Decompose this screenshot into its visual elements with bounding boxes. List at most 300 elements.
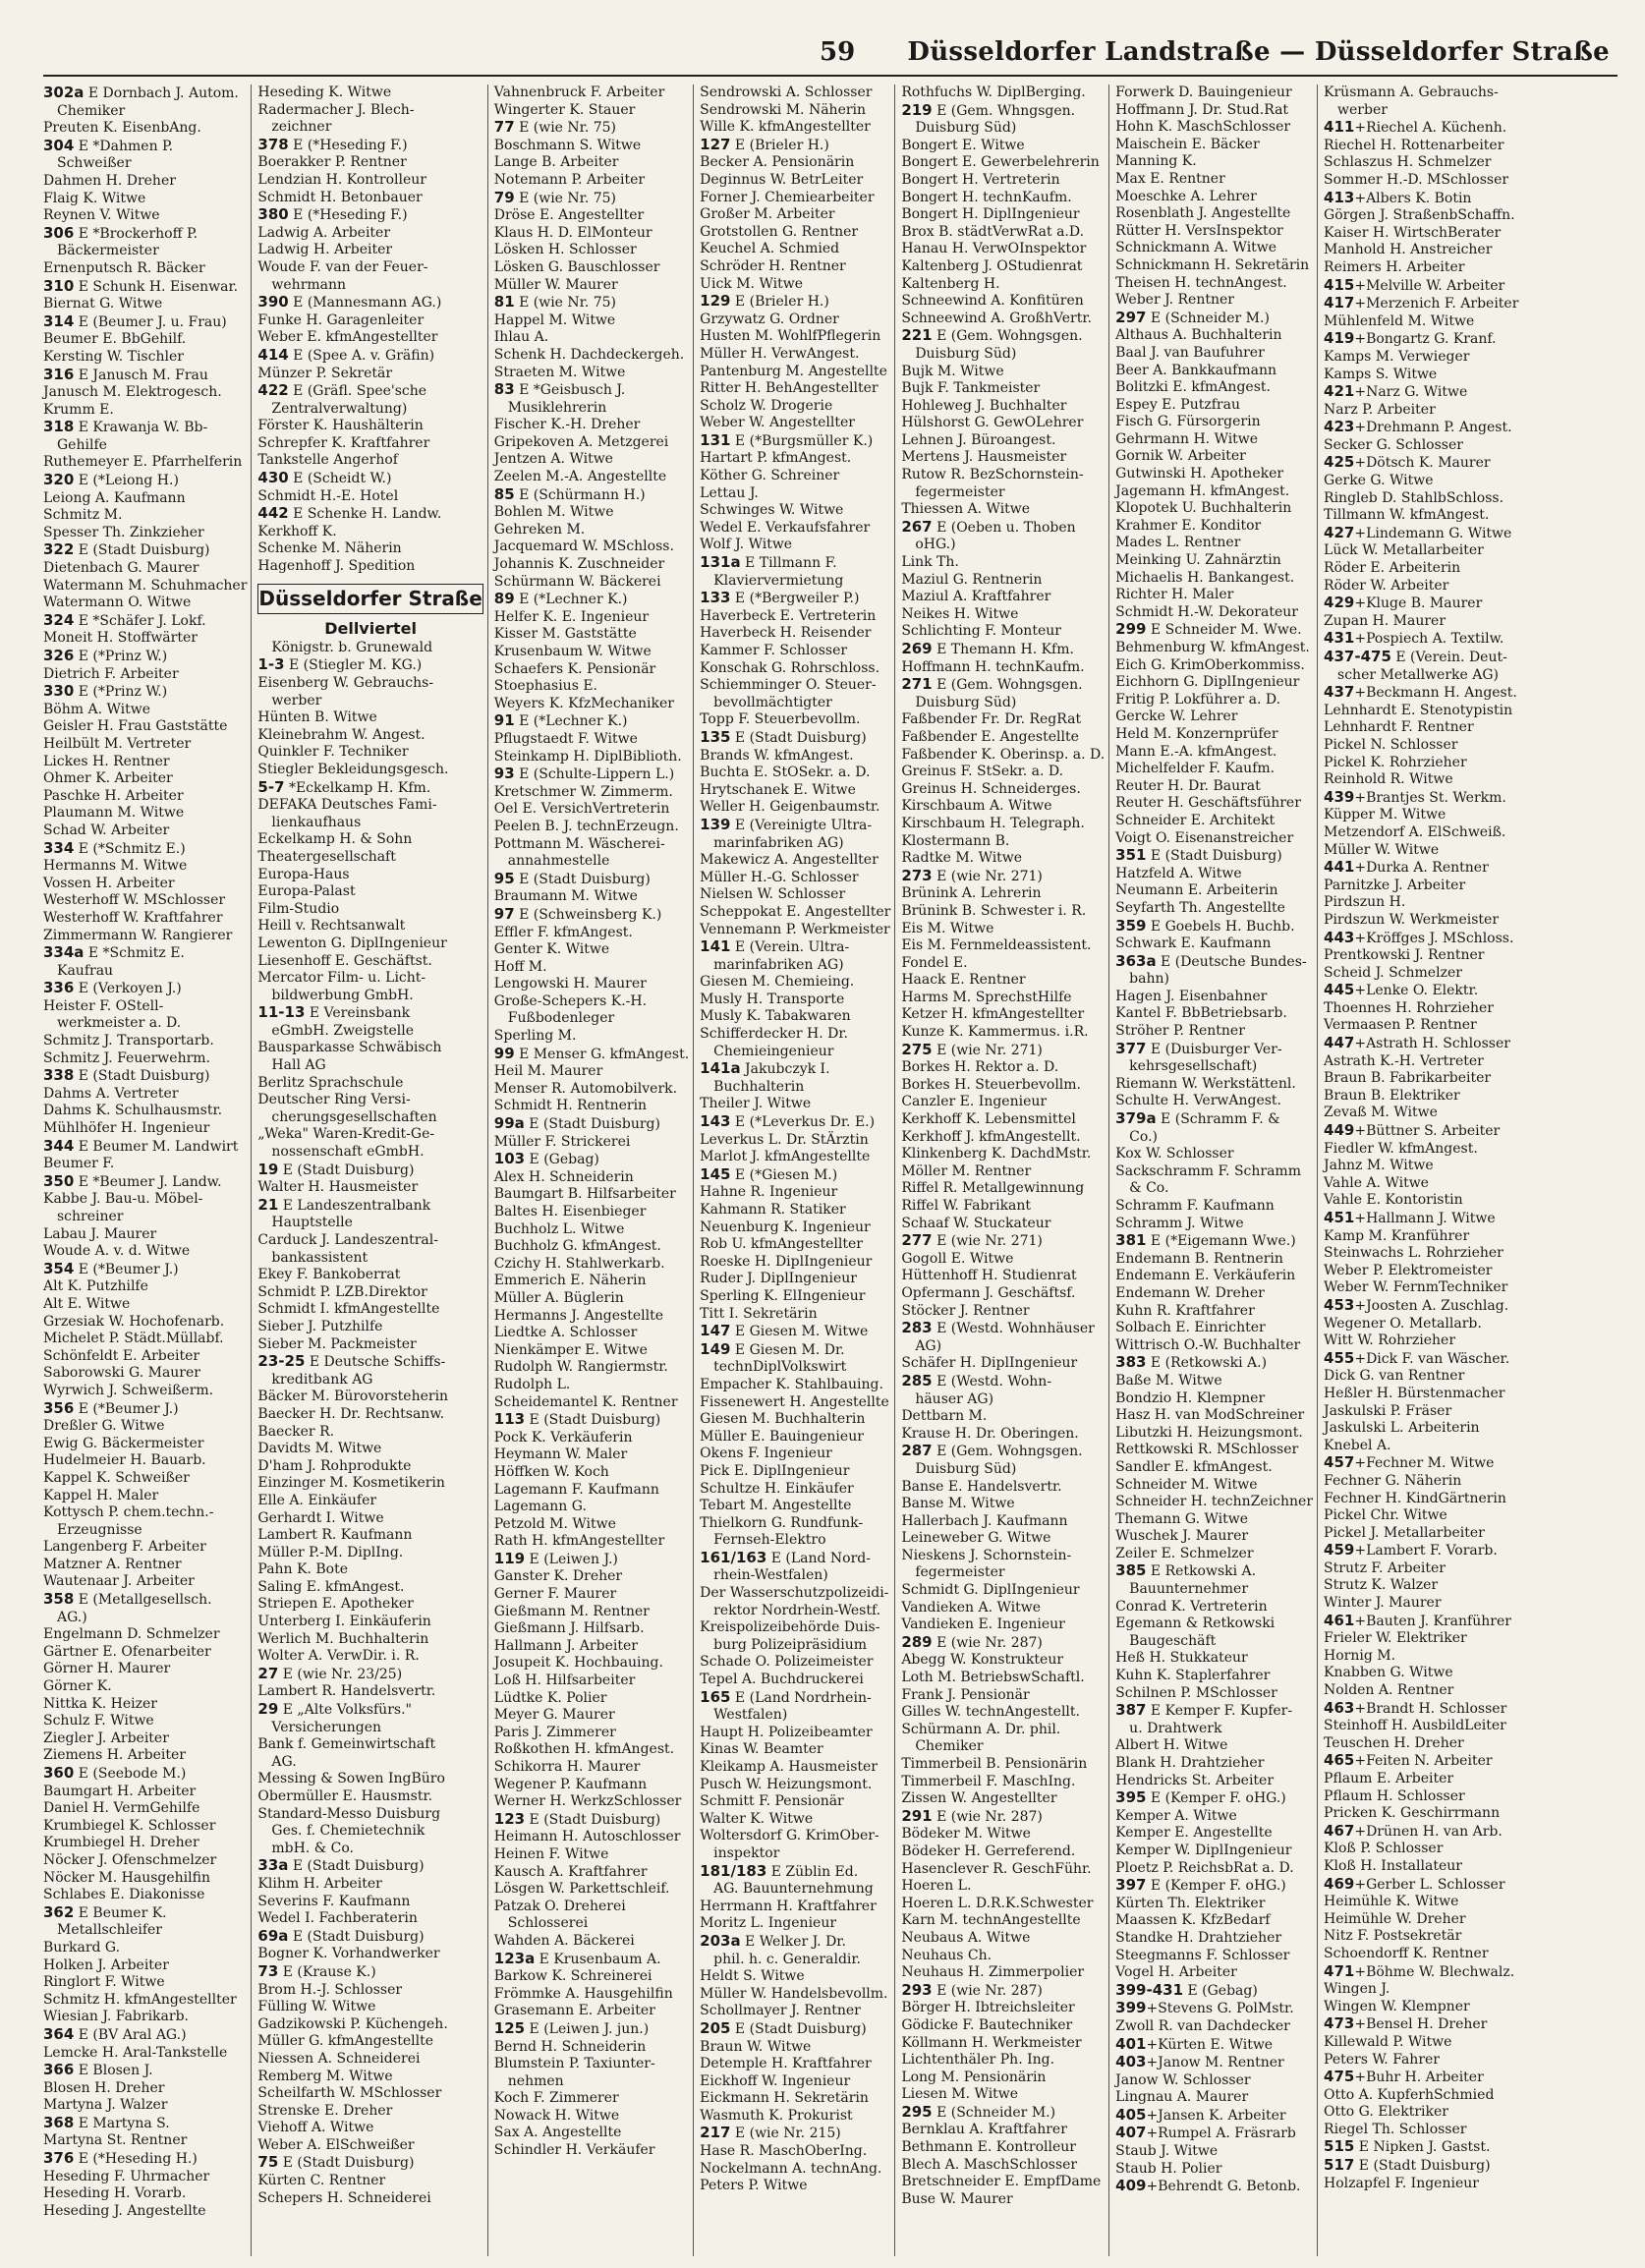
entry-text: +Hallmann J. Witwe: [1354, 1211, 1496, 1226]
entry-text: E (*Lechner K.): [514, 713, 628, 730]
directory-entry: [1115, 936, 1313, 953]
directory-entry: [494, 888, 689, 906]
directory-entry: [494, 784, 689, 802]
entry-text: Der Wasserschutzpolizeidi-: [700, 1585, 889, 1602]
entry-text: Vahnenbruck F. Arbeiter: [493, 85, 665, 100]
entry-text: Forwerk D. Bauingenieur: [1115, 85, 1292, 100]
entry-text: Görner K.: [43, 1678, 112, 1695]
running-head: Düsseldorfer Landstraße — Düsseldorfer Straße: [907, 37, 1610, 67]
entry-text: Standke H. Drahtzieher: [1115, 1929, 1282, 1946]
entry-text: Dröse E. Angestellter: [493, 207, 645, 224]
entry-text: Moeschke A. Lehrer: [1115, 188, 1257, 204]
house-number: 427: [1324, 523, 1355, 541]
house-number: 475: [1324, 2068, 1355, 2086]
entry-text: D'ham J. Rohprodukte: [257, 1457, 412, 1474]
entry-text: Blank H. Drahtzieher: [1115, 1755, 1265, 1771]
directory-entry: [700, 1429, 890, 1446]
directory-entry: [700, 2143, 890, 2161]
directory-entry: [43, 1470, 247, 1488]
directory-entry: [700, 415, 890, 432]
entry-text: E (Stiegler M. KG.): [284, 657, 423, 674]
directory-entry: [901, 2070, 1105, 2087]
entry-text: Metallschleifer: [57, 1922, 162, 1939]
entry-text: annahmestelle: [507, 853, 610, 870]
directory-entry: [494, 434, 689, 452]
entry-text: Hohleweg J. Buchhalter: [901, 397, 1067, 414]
directory-entry: [43, 1050, 247, 1068]
entry-text: +Feiten N. Arbeiter: [1354, 1753, 1493, 1770]
entry-text: Lengowski H. Maurer: [493, 976, 647, 992]
directory-entry: [43, 648, 247, 666]
entry-text: Einzinger M. Kosmetikerin: [257, 1475, 445, 1492]
page-header: [43, 35, 1617, 77]
directory-entry: [1324, 1771, 1518, 1788]
entry-text: Heseding F. Uhrmacher: [43, 2168, 210, 2184]
entry-text: Deginnus W. BetrLeiter: [700, 171, 864, 188]
house-number: 442: [257, 504, 289, 523]
directory-entry: [1324, 1297, 1518, 1316]
house-number: 277: [901, 1231, 933, 1250]
directory-entry: [257, 918, 482, 936]
directory-entry: [1324, 437, 1518, 455]
entry-text: inspektor: [713, 1844, 780, 1861]
entry-text: Watermann M. Schuhmacher: [43, 577, 248, 594]
entry-text: Opfermann J. Geschäftsf.: [901, 1284, 1076, 1301]
directory-entry: [494, 1881, 689, 1899]
entry-text: E (wie Nr. 287): [932, 1982, 1043, 1999]
directory-entry: [494, 819, 689, 836]
directory-entry: [1115, 1373, 1313, 1390]
entry-text: +Lindemann G. Witwe: [1354, 525, 1512, 541]
directory-entry: [494, 1063, 689, 1081]
entry-text: +Lambert F. Vorarb.: [1354, 1543, 1498, 1559]
directory-entry: [901, 816, 1105, 833]
house-number: 131a: [700, 553, 741, 572]
entry-text: Schenke M. Näherin: [257, 540, 402, 557]
directory-entry: [901, 85, 1105, 102]
directory-entry: [1115, 1964, 1313, 1982]
directory-entry: [43, 2169, 247, 2186]
entry-text: Weyers K. KfzMechaniker: [493, 695, 674, 711]
entry-text: Krüsmann A. Gebrauchs-: [1324, 85, 1499, 100]
directory-entry: [43, 1887, 247, 1904]
entry-text: Krusenbaum W. Witwe: [493, 644, 652, 659]
directory-entry: [1324, 859, 1518, 878]
directory-entry: [700, 904, 890, 922]
directory-entry: [1324, 595, 1518, 613]
directory-entry: [1324, 138, 1518, 155]
entry-text: Manning K.: [1115, 153, 1197, 170]
house-number: 5-7: [257, 777, 285, 796]
entry-text: E (Stadt Duisburg): [278, 1162, 415, 1178]
entry-text: & Co.: [1129, 1180, 1169, 1197]
entry-text: Theatergesellschaft: [257, 848, 396, 865]
entry-text: E (Stadt Duisburg): [1354, 2158, 1491, 2175]
directory-entry: [700, 974, 890, 992]
directory-entry: [700, 346, 890, 364]
house-number: 95: [493, 869, 515, 887]
entry-text: Althaus A. Buchhalterin: [1115, 327, 1282, 344]
entry-text: Bretschneider E. EmpfDame: [901, 2174, 1102, 2190]
directory-entry: [700, 380, 890, 398]
directory-entry: [257, 1894, 482, 1911]
entry-text: E (wie Nr. 23/25): [278, 1666, 403, 1682]
entry-text: Wahden A. Bäckerei: [493, 1932, 635, 1949]
entry-text: Schmidt G. DiplIngenieur: [901, 1582, 1080, 1599]
directory-entry: [494, 1690, 689, 1708]
directory-entry: [1115, 621, 1313, 640]
directory-entry: [494, 749, 689, 766]
house-number: 269: [901, 640, 933, 657]
directory-entry: [1324, 1088, 1518, 1106]
entry-text: Vogel H. Arbeiter: [1115, 1964, 1237, 1981]
directory-entry: [700, 1377, 890, 1394]
directory-entry: [257, 1754, 482, 1772]
directory-entry: [257, 1946, 482, 1963]
directory-entry: [901, 1738, 1105, 1756]
directory-entry: [494, 172, 689, 190]
directory-entry: [700, 1567, 890, 1585]
directory-entry: [1324, 1542, 1518, 1560]
entry-text: Woude F. van der Feuer-: [257, 258, 428, 275]
entry-text: Hagenhoff J. Spedition: [257, 558, 416, 575]
entry-text: Ziegler J. Arbeiter: [43, 1729, 169, 1746]
house-number: 334a: [43, 943, 85, 962]
entry-text: Metzendorf A. ElSchweiß.: [1324, 823, 1506, 840]
entry-text: Funke H. Garagenleiter: [257, 312, 425, 328]
directory-entry: [257, 953, 482, 971]
directory-entry: [700, 1899, 890, 1916]
directory-entry: [1115, 448, 1313, 466]
entry-text: Gerhardt I. Witwe: [257, 1509, 384, 1526]
entry-text: Schäfer H. DiplIngenieur: [901, 1355, 1078, 1372]
directory-entry: [43, 718, 247, 736]
entry-text: Notemann P. Arbeiter: [493, 171, 646, 188]
directory-entry: [1115, 1337, 1313, 1355]
entry-text: Labau J. Maurer: [43, 1225, 157, 1242]
entry-text: +Bensel H. Dreher: [1354, 2016, 1488, 2033]
directory-entry: [43, 1138, 247, 1157]
entry-text: Baumgart H. Arbeiter: [43, 1783, 197, 1799]
entry-text: eGmbH. Zweigstelle: [271, 1022, 414, 1039]
entry-text: Loß H. Hilfsarbeiter: [493, 1673, 636, 1689]
entry-text: E (wie Nr. 271): [932, 1233, 1043, 1250]
directory-entry: [1115, 1896, 1313, 1913]
entry-text: Kleikamp A. Hausmeister: [700, 1759, 878, 1775]
entry-text: werber: [271, 692, 322, 709]
directory-entry: [1115, 1459, 1313, 1477]
directory-entry: [1115, 1110, 1313, 1129]
entry-text: Gießmann M. Rentner: [493, 1603, 650, 1619]
directory-entry: [1324, 1805, 1518, 1823]
entry-text: Wedel E. Verkaufsfahrer: [700, 519, 871, 536]
entry-text: Krumm E.: [43, 401, 114, 418]
entry-text: Buchholz L. Witwe: [493, 1220, 625, 1237]
entry-text: E (*Burgsmüller K.): [730, 432, 874, 449]
entry-text: Gerner F. Maurer: [493, 1586, 617, 1603]
directory-entry: [494, 2142, 689, 2160]
directory-entry: [43, 1818, 247, 1836]
entry-text: Hermanns J. Angestellte: [493, 1307, 664, 1324]
entry-text: Schönfeldt E. Arbeiter: [43, 1347, 200, 1364]
directory-entry: [494, 906, 689, 925]
entry-text: Ringleb D. StahlbSchloss.: [1324, 489, 1504, 506]
entry-text: Flaig K. Witwe: [43, 190, 146, 206]
directory-entry: [43, 260, 247, 278]
directory-entry: [257, 1004, 482, 1023]
entry-text: Vahle A. Witwe: [1324, 1174, 1429, 1191]
entry-text: Titt I. Sekretärin: [700, 1305, 818, 1322]
entry-text: Fisch G. Fürsorgerin: [1115, 414, 1261, 430]
directory-entry: [43, 507, 247, 525]
directory-entry: [1115, 223, 1313, 241]
entry-text: Rudolph W. Rangiermstr.: [493, 1359, 668, 1376]
directory-entry: [700, 1288, 890, 1306]
entry-text: Bausparkasse Schwäbisch: [257, 1040, 442, 1056]
directory-entry: [494, 2056, 689, 2073]
entry-text: Bondzio H. Klempner: [1115, 1389, 1266, 1406]
entry-text: Müller W. Witwe: [1324, 841, 1440, 858]
entry-text: Tepel A. Buchdruckerei: [700, 1672, 864, 1688]
entry-text: Kürten Th. Elektriker: [1115, 1895, 1266, 1911]
entry-text: Scheidemantel K. Rentner: [493, 1393, 678, 1410]
directory-entry: [1324, 1876, 1518, 1895]
entry-text: Schmitz J. Transportarb.: [43, 1033, 214, 1049]
directory-entry: [700, 1603, 890, 1620]
directory-entry: [901, 519, 1105, 538]
directory-entry: [1324, 1245, 1518, 1263]
entry-text: Detemple H. Kraftfahrer: [700, 2056, 872, 2072]
directory-entry: [257, 277, 482, 295]
directory-entry: [43, 1067, 247, 1086]
entry-text: Nitz F. Postsekretär: [1324, 1928, 1462, 1945]
entry-text: Gehrmann H. Witwe: [1115, 430, 1259, 447]
directory-entry: [257, 693, 482, 710]
entry-text: Geisler H. Frau Gaststätte: [43, 718, 228, 735]
directory-entry: [257, 1250, 482, 1268]
entry-text: E Tillmann F.: [740, 555, 837, 572]
directory-entry: [257, 524, 482, 541]
entry-text: Pflugstaedt F. Witwe: [493, 730, 638, 747]
entry-text: E Schunk H. Eisenwar.: [74, 278, 239, 295]
directory-entry: [1115, 1633, 1313, 1651]
directory-entry: [43, 630, 247, 648]
house-number: 473: [1324, 2014, 1355, 2033]
directory-entry: [257, 831, 482, 849]
entry-text: Weller H. Geigenbaumstr.: [700, 799, 880, 816]
entry-text: +Albers K. Botin: [1354, 190, 1472, 206]
entry-text: +Astrath H. Schlosser: [1354, 1036, 1510, 1052]
entry-text: häuser AG): [915, 1390, 994, 1407]
entry-text: Albert H. Witwe: [1115, 1737, 1228, 1754]
directory-entry: [1115, 1685, 1313, 1703]
entry-text: Schneewind A. Konfitüren: [901, 293, 1084, 310]
entry-text: E Dornbach J. Autom.: [84, 85, 239, 101]
directory-entry: [257, 1092, 482, 1109]
directory-entry: [43, 2203, 247, 2221]
directory-entry: [494, 1098, 689, 1115]
directory-entry: [700, 1306, 890, 1324]
entry-text: E Beumer M. Landwirt: [74, 1138, 239, 1155]
directory-entry: [901, 781, 1105, 799]
directory-entry: [1115, 570, 1313, 588]
entry-text: +Janow M. Rentner: [1146, 2055, 1284, 2071]
directory-entry: [901, 1582, 1105, 1600]
directory-entry: [1115, 1425, 1313, 1443]
entry-text: Co.): [1129, 1128, 1158, 1145]
directory-entry: [257, 1857, 482, 1876]
entry-text: Faßbender Fr. Dr. RegRat: [901, 711, 1082, 728]
directory-entry: [1115, 275, 1313, 293]
entry-text: Heimühle K. Witwe: [1324, 1894, 1459, 1910]
directory-entry: [1324, 2069, 1518, 2087]
entry-text: Pickel K. Rohrzieher: [1324, 754, 1467, 770]
directory-entry: [1115, 2089, 1313, 2107]
page-number: 59: [820, 37, 856, 67]
directory-entry: [901, 293, 1105, 311]
directory-entry: [700, 922, 890, 939]
directory-entry: [700, 2178, 890, 2195]
house-number: 271: [901, 675, 933, 694]
directory-entry: [1324, 542, 1518, 560]
entry-text: kehrsgesellschaft): [1129, 1058, 1258, 1075]
entry-text: Janusch M. Elektrogesch.: [43, 384, 222, 401]
entry-text: Manhold H. Anstreicher: [1324, 242, 1493, 258]
directory-entry: [700, 1149, 890, 1166]
entry-text: Czichy H. Stahlwerkarb.: [493, 1255, 665, 1272]
entry-text: Michaelis H. Bankangest.: [1115, 569, 1295, 586]
entry-text: Schlaszus H. Schmelzer: [1324, 154, 1492, 171]
entry-text: Krumbiegel H. Dreher: [43, 1835, 199, 1851]
house-number: 125: [493, 2018, 526, 2037]
entry-text: Obermüller E. Hausmstr.: [257, 1788, 433, 1804]
entry-text: E Schneider M. Wwe.: [1146, 622, 1302, 639]
entry-text: Moritz L. Ingenieur: [700, 1915, 837, 1932]
house-number: 89: [493, 590, 515, 608]
entry-text: Bäckermeister: [57, 243, 159, 259]
house-number: 205: [700, 2018, 731, 2037]
entry-text: Wedel I. Fachberaterin: [257, 1910, 418, 1927]
entry-text: Becker A. Pensionärin: [700, 154, 855, 171]
directory-entry: [901, 695, 1105, 712]
directory-entry: [700, 241, 890, 258]
house-number: 459: [1324, 1541, 1355, 1559]
directory-entry: [494, 1308, 689, 1326]
directory-entry: [494, 993, 689, 1011]
entry-text: Boerakker P. Rentner: [257, 154, 407, 171]
house-number: 75: [257, 2153, 279, 2172]
entry-text: Sackschramm F. Schramm: [1115, 1162, 1301, 1179]
entry-text: Bogner K. Vorhandwerker: [257, 1946, 440, 1962]
house-number: 322: [43, 540, 75, 559]
house-number: 135: [700, 727, 731, 746]
directory-entry: [901, 1373, 1105, 1391]
house-number: 165: [700, 1687, 731, 1706]
directory-entry: [494, 1707, 689, 1725]
directory-entry: [700, 643, 890, 660]
directory-entry: [43, 1591, 247, 1610]
entry-text: Fernseh-Elektro: [713, 1532, 826, 1549]
directory-entry: [901, 885, 1105, 903]
entry-text: E (*Schmitz E.): [74, 840, 186, 857]
directory-entry: [494, 190, 689, 208]
entry-text: Pricken K. Geschirrmann: [1324, 1805, 1501, 1822]
entry-text: Giesen M. Chemieing.: [700, 974, 855, 991]
house-number: 401: [1115, 2034, 1147, 2053]
directory-entry: [901, 224, 1105, 242]
entry-text: Wolter A. VerwDir. i. R.: [257, 1648, 420, 1665]
directory-entry: [494, 504, 689, 522]
directory-entry: [494, 2090, 689, 2108]
directory-entry: [1324, 2087, 1518, 2105]
entry-text: Hohn K. MaschSchlosser: [1115, 119, 1291, 136]
directory-entry: [257, 2016, 482, 2034]
directory-entry: [901, 572, 1105, 590]
entry-text: E (Schneider M.): [1146, 310, 1270, 326]
directory-entry: [1115, 1808, 1313, 1826]
directory-entry: [1324, 119, 1518, 138]
directory-entry: [257, 452, 482, 470]
entry-text: Baecker H. Dr. Rechtsanw.: [257, 1405, 445, 1422]
entry-text: Grzywatz G. Ordner: [700, 311, 839, 327]
entry-text: Straeten M. Witwe: [493, 364, 626, 380]
directory-entry: [700, 817, 890, 835]
directory-entry: [43, 1940, 247, 1957]
entry-text: kreditbank AG: [271, 1371, 373, 1388]
district-heading: Dellviertel: [324, 619, 417, 639]
entry-text: DEFAKA Deutsches Fami-: [257, 797, 437, 814]
directory-entry: [43, 1539, 247, 1557]
house-number: 23-25: [257, 1352, 306, 1371]
entry-text: Großer M. Arbeiter: [700, 206, 835, 223]
directory-entry: [494, 1028, 689, 1046]
entry-text: Frieler W. Elektriker: [1324, 1630, 1467, 1647]
directory-entry: [43, 437, 247, 455]
directory-entry: [43, 525, 247, 542]
entry-text: Staub H. Polier: [1115, 2160, 1222, 2177]
directory-entry: [1324, 419, 1518, 437]
directory-entry: [901, 467, 1105, 484]
entry-text: Röder E. Arbeiterin: [1324, 560, 1461, 577]
entry-text: Buchhalterin: [713, 1078, 805, 1095]
directory-entry: [257, 849, 482, 867]
entry-text: Ekey F. Bankoberrat: [257, 1267, 401, 1283]
directory-entry: [43, 1557, 247, 1574]
entry-text: E (Kemper F. oHG.): [1146, 1878, 1286, 1895]
entry-text: E Krawanja W. Bb-: [74, 420, 208, 436]
directory-entry: [1324, 330, 1518, 349]
entry-text: Ihlau A.: [493, 329, 549, 346]
house-number: 423: [1324, 418, 1355, 436]
directory-entry: [1324, 1700, 1518, 1719]
entry-text: Schindler H. Verkäufer: [493, 2142, 655, 2159]
directory-entry: [1324, 85, 1518, 102]
entry-text: +Melville W. Arbeiter: [1354, 277, 1505, 294]
directory-entry: [700, 1619, 890, 1637]
house-number: 387: [1115, 1701, 1147, 1720]
directory-entry: [1324, 2034, 1518, 2052]
entry-text: Biernat G. Witwe: [43, 296, 163, 312]
directory-entry: [494, 1342, 689, 1360]
entry-text: Wuschek J. Maurer: [1115, 1528, 1249, 1545]
entry-text: E (*Prinz W.): [74, 684, 168, 701]
directory-entry: [494, 1081, 689, 1099]
house-number: 380: [257, 205, 289, 224]
entry-text: Grasemann E. Arbeiter: [493, 2003, 655, 2019]
entry-text: Lange B. Arbeiter: [493, 154, 619, 171]
directory-entry: [901, 2139, 1105, 2157]
directory-entry: [700, 590, 890, 608]
